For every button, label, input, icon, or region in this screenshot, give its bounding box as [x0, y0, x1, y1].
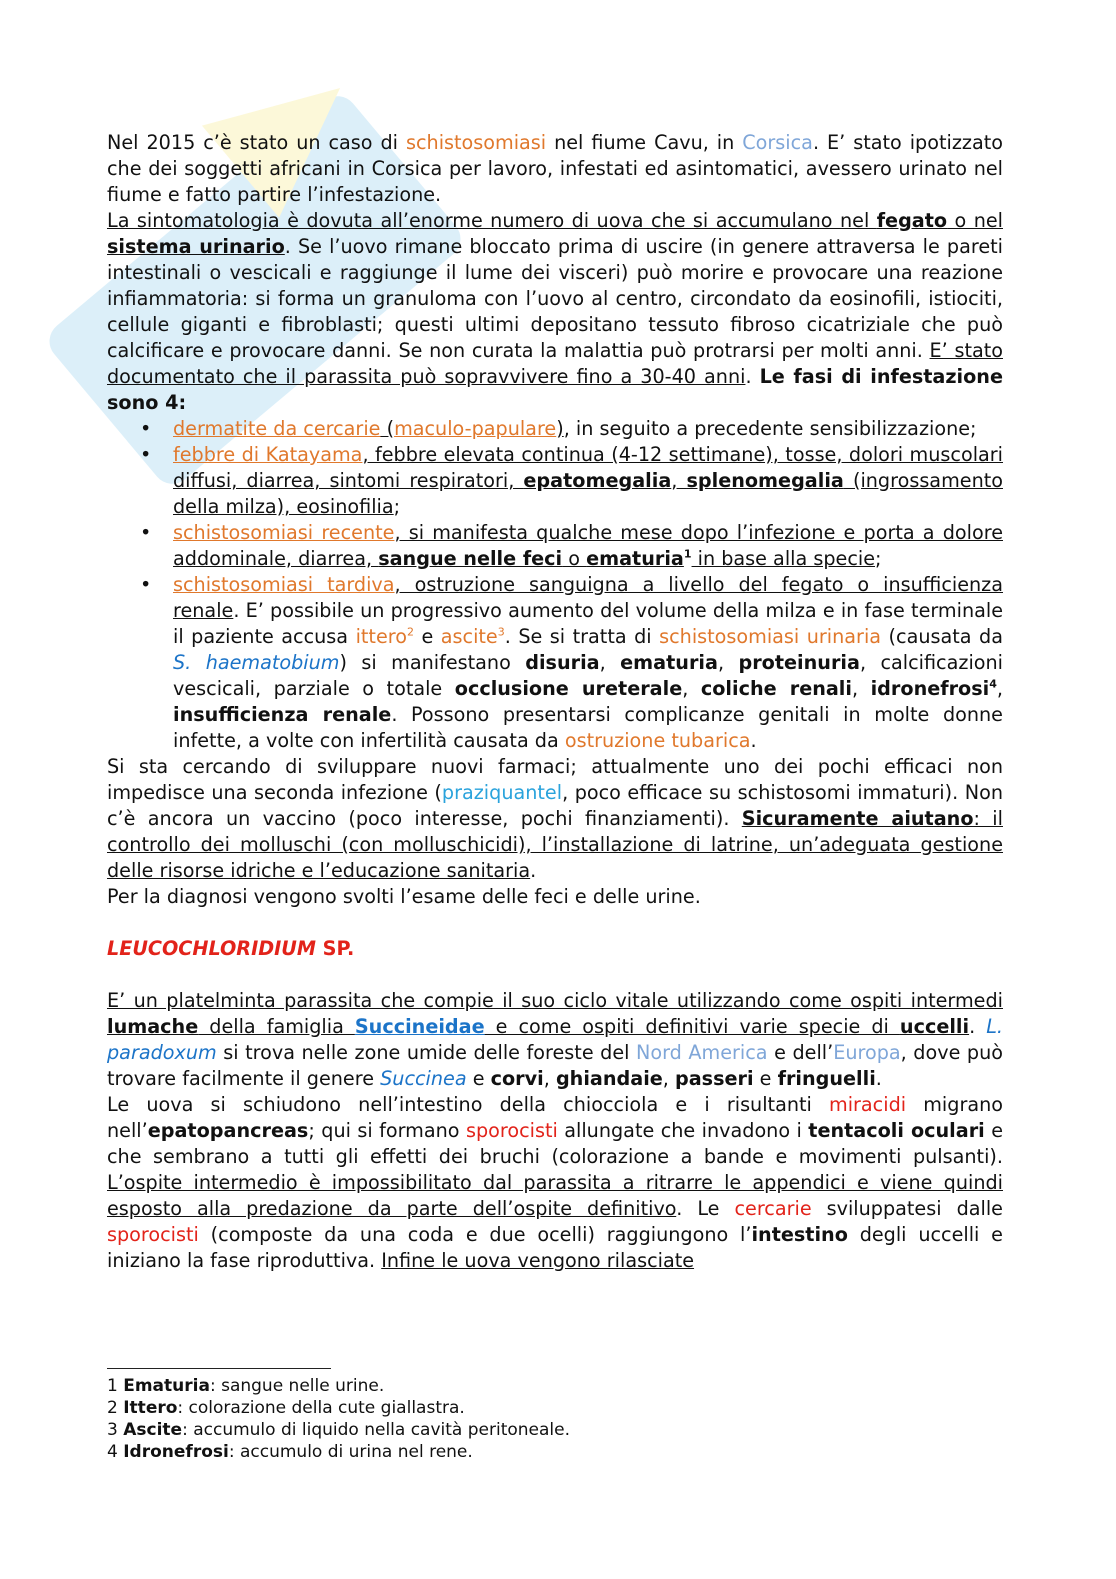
paragraph-diagnosis: Per la diagnosi vengono svolti l’esame delle feci e delle urine.	[107, 885, 701, 908]
footnote-4: 4 Idronefrosi: accumulo di urina nel rene.	[107, 1442, 473, 1462]
footnotes	[107, 1375, 1003, 1463]
paragraph-lifecycle: Le uova si schiudono nell’intestino della chiocciola e i risultanti miracidi migrano nell’epatopancreas; qui si formano sporocisti allungate che invadono i tentacoli oculari e che sembrano a tutti gli effetti dei bruchi (colorazione a bande e movimenti pulsanti). L’ospite intermedio è impossibilitato dal parassita a ritrarre le appendici e viene quindi esposto alla predazione da parte dell’ospite definitivo. Le cercarie sviluppatesi dalle sporocisti (composte da una coda e due ocelli) raggiungono l’intestino degli uccelli e iniziano la fase riproduttiva. Infine le uova vengono rilasciate	[107, 1093, 1004, 1272]
footnote-separator	[107, 1368, 331, 1369]
phases-list	[107, 416, 1003, 754]
footnote-2: 2 Ittero: colorazione della cute giallastra.	[107, 1398, 465, 1418]
list-item: • dermatite da cercarie (maculo-papulare), in seguito a precedente sensibilizzazione;	[173, 416, 1003, 442]
paragraph-leucochloridium: E’ un platelminta parassita che compie il suo ciclo vitale utilizzando come ospiti intermedi lumache della famiglia Succineidae e come ospiti definitivi varie specie di uccelli. L. paradoxum si trova nelle zone umide delle foreste del Nord America e dell’Europa, dove può trovare facilmente il genere Succinea e corvi, ghiandaie, passeri e fringuelli.	[107, 989, 1004, 1090]
list-item: • schistosomiasi tardiva, ostruzione sanguigna a livello del fegato o insufficienza renale. E’ possibile un progressivo aumento del volume della milza e in fase terminale il paziente accusa ittero$^2$ e ascite$^3$. Se si tratta di schistosomiasi urinaria (causata da S. haematobium) si manifestano disuria, ematuria, proteinuria, calcificazioni vescicali, parziale o totale occlusione ureterale, coliche renali, idronefrosi$^4$, insufficienza renale. Possono presentarsi complicanze genitali in molte donne infette, a volte con infertilità causata da ostruzione tubarica.	[173, 572, 1003, 754]
paragraph-treatment: Si sta cercando di sviluppare nuovi farmaci; attualmente uno dei pochi efficaci non impedisce una seconda infezione (praziquantel, poco efficace su schistosomi immaturi). Non c’è ancora un vaccino (poco interesse, pochi finanziamenti). Sicuramente aiutano: il controllo dei molluschi (con molluschicidi), l’installazione di latrine, un’adeguata gestione delle risorse idriche e l’educazione sanitaria.	[107, 755, 1003, 882]
document-body	[107, 130, 1003, 1274]
paragraph-symptoms: La sintomatologia è dovuta all’enorme numero di uova che si accumulano nel fegato o nel sistema urinario. Se l’uovo rimane bloccato prima di uscire (in genere attraversa le pareti intestinali o vescicali e raggiunge il lume dei visceri) può morire e provocare una reazione infiammatoria: si forma un granuloma con l’uovo al centro, circondato da eosinofili, istiociti, cellule giganti e fibroblasti; questi ultimi depositano tessuto fibroso cicatriziale che può calcificare e provocare danni. Se non curata la malattia può protrarsi per molti anni. E’ stato documentato che il parassita può sopravvivere fino a 30-40 anni. Le fasi di infestazione sono 4:	[107, 209, 1003, 414]
list-item: • schistosomiasi recente, si manifesta qualche mese dopo l’infezione e porta a dolore addominale, diarrea, sangue nelle feci o ematuria$^1$ in base alla specie;	[173, 520, 1003, 572]
section-heading: LEUCOCHLORIDIUM SP.	[107, 937, 355, 960]
list-item: • febbre di Katayama, febbre elevata continua (4-12 settimane), tosse, dolori muscolari diffusi, diarrea, sintomi respiratori, epatomegalia, splenomegalia (ingrossamento della milza), eosinofilia;	[173, 442, 1003, 520]
footnote-3: 3 Ascite: accumulo di liquido nella cavità peritoneale.	[107, 1420, 571, 1440]
footnote-1: 1 Ematuria: sangue nelle urine.	[107, 1376, 385, 1396]
paragraph-intro: Nel 2015 c’è stato un caso di schistosomiasi nel fiume Cavu, in Corsica. E’ stato ipotizzato che dei soggetti africani in Corsica per lavoro, infestati ed asintomatici, avessero urinato nel fiume e fatto partire l’infestazione.	[107, 131, 1003, 206]
